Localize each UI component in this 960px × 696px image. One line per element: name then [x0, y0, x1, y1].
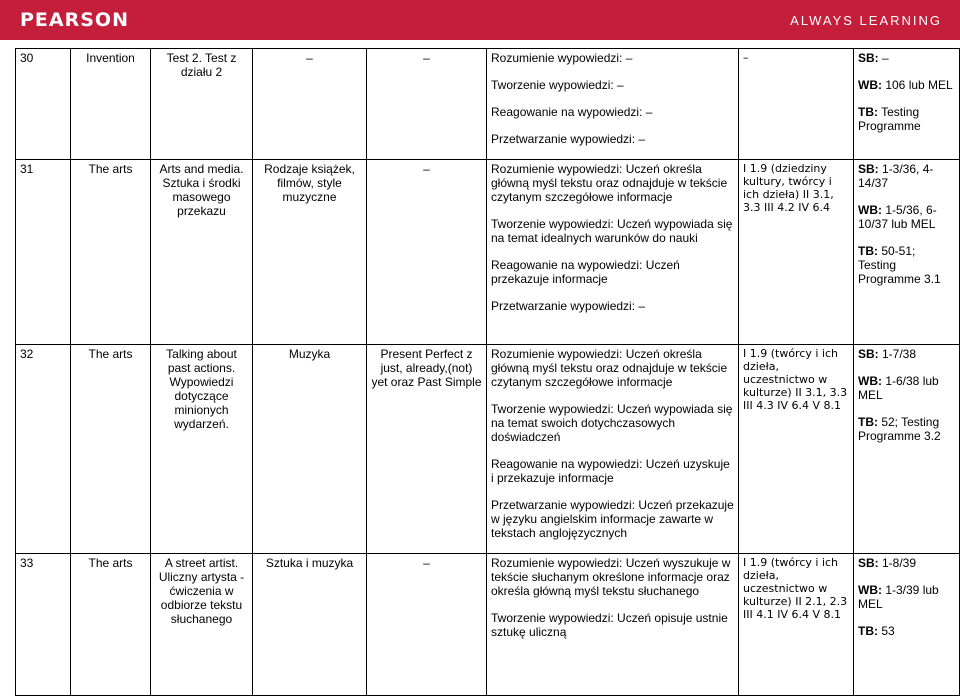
lesson-number: 31 — [16, 160, 71, 345]
material-entry — [858, 347, 955, 361]
material-text: – — [878, 51, 889, 65]
skill-label: Reagowanie na wypowiedzi: — [491, 457, 643, 471]
skill-label: Rozumienie wypowiedzi: — [491, 51, 623, 65]
material-label: WB: — [858, 374, 882, 388]
material-text: Testing Programme — [858, 105, 921, 133]
material-text: 1-5/36, 6-10/37 lub MEL — [858, 203, 937, 231]
skill-label: Tworzenie wypowiedzi: — [491, 402, 614, 416]
skill-entry — [491, 217, 734, 245]
lesson-number: 30 — [16, 49, 71, 160]
material-text: 1-3/39 lub MEL — [858, 583, 939, 611]
material-text: 53 — [878, 624, 895, 638]
topic-cell: The arts — [71, 160, 151, 345]
skill-label: Rozumienie wypowiedzi: — [491, 347, 623, 361]
skill-entry — [491, 347, 734, 389]
skills-cell — [487, 160, 739, 345]
skill-text: Uczeń uzyskuje i przekazuje informacje — [491, 457, 730, 485]
tagline: ALWAYS LEARNING — [790, 13, 942, 28]
materials-cell — [854, 554, 960, 696]
vocabulary-cell: – — [253, 49, 367, 160]
lesson-title-cell: Talking about past actions. Wypowiedzi dotyczące minionych wydarzeń. — [151, 345, 253, 554]
skill-entry — [491, 162, 734, 204]
lesson-number: 32 — [16, 345, 71, 554]
skill-entry — [491, 78, 734, 92]
skill-label: Rozumienie wypowiedzi: — [491, 556, 623, 570]
material-label: TB: — [858, 244, 878, 258]
skill-label: Tworzenie wypowiedzi: — [491, 611, 614, 625]
material-text: 52; Testing Programme 3.2 — [858, 415, 941, 443]
material-label: WB: — [858, 583, 882, 597]
material-text: 50-51; Testing Programme 3.1 — [858, 244, 941, 286]
skill-text: – — [622, 51, 633, 65]
material-entry — [858, 374, 955, 402]
skill-entry — [491, 556, 734, 598]
material-label: WB: — [858, 78, 882, 92]
material-entry — [858, 203, 955, 231]
material-entry — [858, 556, 955, 570]
skill-label: Przetwarzanie wypowiedzi: — [491, 498, 636, 512]
lesson-number: 33 — [16, 554, 71, 696]
table-row — [16, 49, 960, 160]
skill-text: – — [635, 299, 646, 313]
table-row — [16, 554, 960, 696]
skill-entry — [491, 457, 734, 485]
table-row — [16, 160, 960, 345]
skill-text: – — [642, 105, 653, 119]
lesson-title-cell: Arts and media. Sztuka i środki masowego przekazu — [151, 160, 253, 345]
skill-entry — [491, 132, 734, 146]
vocabulary-cell: Sztuka i muzyka — [253, 554, 367, 696]
skill-text: Uczeń przekazuje w języku angielskim informacje zawarte w tekstach anglojęzycznych — [491, 498, 734, 540]
curriculum-cell: – — [739, 49, 854, 160]
material-entry — [858, 51, 955, 65]
grammar-cell: – — [367, 49, 487, 160]
topic-cell: Invention — [71, 49, 151, 160]
skill-entry — [491, 105, 734, 119]
skill-text: – — [613, 78, 624, 92]
skill-text: Uczeń opisuje ustnie sztukę uliczną — [491, 611, 728, 639]
topic-cell: The arts — [71, 345, 151, 554]
skill-entry — [491, 498, 734, 540]
pearson-banner — [0, 0, 960, 40]
materials-cell — [854, 160, 960, 345]
lesson-title-cell: Test 2. Test z działu 2 — [151, 49, 253, 160]
skill-entry — [491, 51, 734, 65]
materials-cell — [854, 345, 960, 554]
material-text: 1-6/38 lub MEL — [858, 374, 939, 402]
curriculum-cell: I 1.9 (twórcy i ich dzieła, uczestnictwo w kulturze) II 3.1, 3.3 III 4.3 IV 6.4 V 8.1 — [739, 345, 854, 554]
skill-text: Uczeń określa główną myśl tekstu oraz odnajduje w tekście czytanym szczegółowe informacje — [491, 347, 728, 389]
skill-label: Tworzenie wypowiedzi: — [491, 78, 614, 92]
material-label: SB: — [858, 162, 879, 176]
material-text: 106 lub MEL — [882, 78, 953, 92]
grammar-cell: – — [367, 554, 487, 696]
skill-label: Przetwarzanie wypowiedzi: — [491, 299, 636, 313]
skills-cell — [487, 49, 739, 160]
skill-entry — [491, 611, 734, 639]
skills-cell — [487, 554, 739, 696]
pearson-logo: PEARSON — [20, 9, 129, 31]
grammar-cell: – — [367, 160, 487, 345]
material-text: 1-7/38 — [878, 347, 917, 361]
curriculum-cell: I 1.9 (twórcy i ich dzieła, uczestnictwo w kulturze) II 2.1, 2.3 III 4.1 IV 6.4 V 8.1 — [739, 554, 854, 696]
skill-entry — [491, 258, 734, 286]
topic-cell: The arts — [71, 554, 151, 696]
skill-text: Uczeń określa główną myśl tekstu oraz odnajduje w tekście czytanym szczegółowe informacje — [491, 162, 728, 204]
material-label: TB: — [858, 105, 878, 119]
material-label: WB: — [858, 203, 882, 217]
skill-label: Reagowanie na wypowiedzi: — [491, 105, 643, 119]
material-entry — [858, 105, 955, 133]
skill-label: Reagowanie na wypowiedzi: — [491, 258, 643, 272]
vocabulary-cell: Muzyka — [253, 345, 367, 554]
skill-label: Tworzenie wypowiedzi: — [491, 217, 614, 231]
material-text: 1-8/39 — [878, 556, 917, 570]
material-label: SB: — [858, 556, 879, 570]
skill-label: Przetwarzanie wypowiedzi: — [491, 132, 636, 146]
curriculum-table — [15, 48, 960, 696]
material-label: TB: — [858, 415, 878, 429]
material-entry — [858, 624, 955, 638]
skill-text: Uczeń przekazuje informacje — [491, 258, 680, 286]
grammar-cell: Present Perfect z just, already,(not) yet oraz Past Simple — [367, 345, 487, 554]
table-row — [16, 345, 960, 554]
lesson-title-cell: A street artist. Uliczny artysta - ćwiczenia w odbiorze tekstu słuchanego — [151, 554, 253, 696]
material-entry — [858, 244, 955, 286]
skill-text: – — [635, 132, 646, 146]
skill-text: Uczeń wypowiada się na temat swoich dotychczasowych doświadczeń — [491, 402, 733, 444]
material-label: TB: — [858, 624, 878, 638]
skill-text: Uczeń wyszukuje w tekście słuchanym określone informacje oraz określa główną myśl tekstu słuchanego — [491, 556, 731, 598]
material-entry — [858, 415, 955, 443]
curriculum-cell: I 1.9 (dziedziny kultury, twórcy i ich dzieła) II 3.1, 3.3 III 4.2 IV 6.4 — [739, 160, 854, 345]
materials-cell — [854, 49, 960, 160]
skill-entry — [491, 402, 734, 444]
skill-text: Uczeń wypowiada się na temat idealnych warunków do nauki — [491, 217, 733, 245]
material-entry — [858, 162, 955, 190]
material-label: SB: — [858, 347, 879, 361]
material-entry — [858, 583, 955, 611]
material-entry — [858, 78, 955, 92]
material-text: 1-3/36, 4-14/37 — [858, 162, 934, 190]
skills-cell — [487, 345, 739, 554]
skill-label: Rozumienie wypowiedzi: — [491, 162, 623, 176]
vocabulary-cell: Rodzaje książek, filmów, style muzyczne — [253, 160, 367, 345]
material-label: SB: — [858, 51, 879, 65]
skill-entry — [491, 299, 734, 313]
